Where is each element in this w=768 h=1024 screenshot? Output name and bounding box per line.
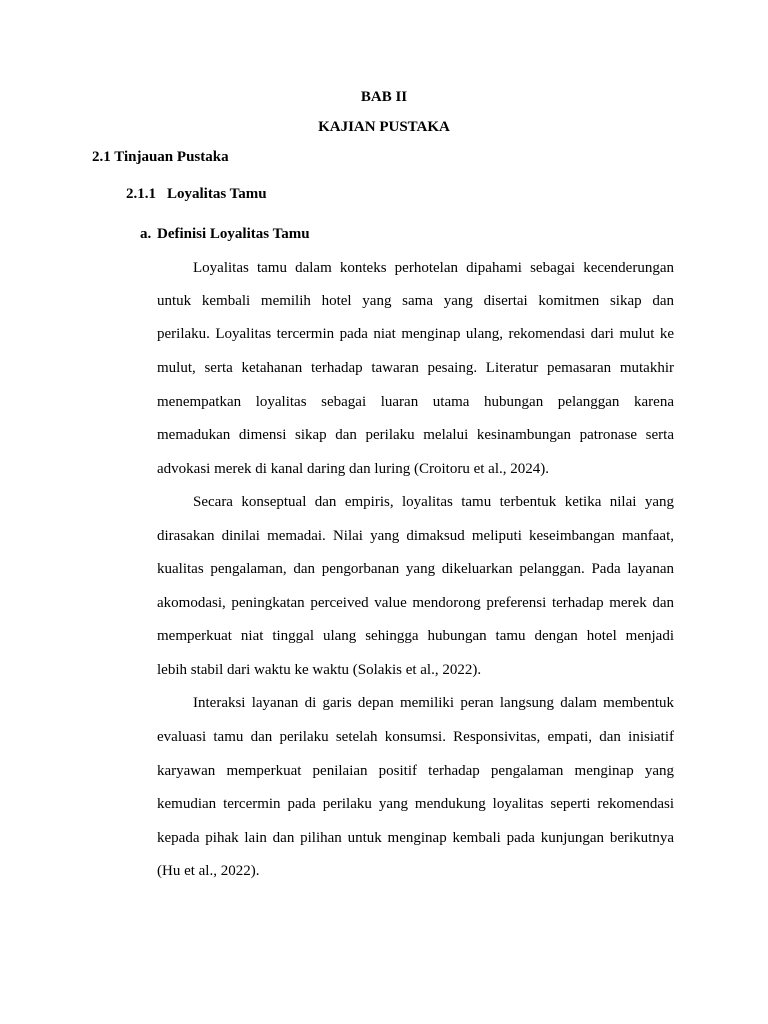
- chapter-number: BAB II: [360, 89, 408, 105]
- paragraph-line: evaluasi tamu dan perilaku setelah konsumsi. Responsivitas, empati, dan inisiatif: [157, 729, 674, 745]
- paragraph-line: kepada pihak lain dan pilihan untuk menginap kembali pada kunjungan berikutnya: [157, 830, 674, 846]
- paragraph-line: akomodasi, peningkatan perceived value mendorong preferensi terhadap merek dan: [157, 595, 674, 611]
- paragraph-line: memperkuat niat tinggal ulang sehingga hubungan tamu dengan hotel menjadi: [157, 628, 674, 644]
- paragraph-line: advokasi merek di kanal daring dan luring (Croitoru et al., 2024).: [157, 461, 549, 477]
- paragraph-line: untuk kembali memilih hotel yang sama yang disertai komitmen sikap dan: [157, 293, 674, 309]
- subsection-number: 2.1.1: [126, 186, 156, 202]
- subsubsection-title: Definisi Loyalitas Tamu: [157, 226, 310, 242]
- paragraph-line: dirasakan dinilai memadai. Nilai yang dimaksud meliputi keseimbangan manfaat,: [157, 528, 674, 544]
- paragraph-line: kemudian tercermin pada perilaku yang mendukung loyalitas seperti rekomendasi: [157, 796, 674, 812]
- paragraph-line: perilaku. Loyalitas tercermin pada niat menginap ulang, rekomendasi dari mulut ke: [157, 326, 674, 342]
- section-heading: 2.1 Tinjauan Pustaka: [92, 149, 229, 165]
- paragraph-line: menempatkan loyalitas sebagai luaran utama hubungan pelanggan karena: [157, 394, 674, 410]
- paragraph-line: mulut, serta ketahanan terhadap tawaran pesaing. Literatur pemasaran mutakhir: [157, 360, 674, 376]
- paragraph-line: (Hu et al., 2022).: [157, 863, 260, 879]
- paragraph-line: karyawan memperkuat penilaian positif terhadap pengalaman menginap yang: [157, 763, 674, 779]
- subsubsection-marker: a.: [140, 226, 152, 242]
- paragraph-line: memadukan dimensi sikap dan perilaku melalui kesinambungan patronase serta: [157, 427, 674, 443]
- chapter-title: KAJIAN PUSTAKA: [318, 119, 450, 135]
- paragraph-line: Interaksi layanan di garis depan memiliki peran langsung dalam membentuk: [193, 695, 674, 711]
- paragraph-line: kualitas pengalaman, dan pengorbanan yang dikeluarkan pelanggan. Pada layanan: [157, 561, 674, 577]
- subsection-title: Loyalitas Tamu: [167, 186, 267, 202]
- paragraph-line: Loyalitas tamu dalam konteks perhotelan dipahami sebagai kecenderungan: [193, 260, 674, 276]
- paragraph-line: Secara konseptual dan empiris, loyalitas tamu terbentuk ketika nilai yang: [193, 494, 674, 510]
- paragraph-line: lebih stabil dari waktu ke waktu (Solakis et al., 2022).: [157, 662, 482, 678]
